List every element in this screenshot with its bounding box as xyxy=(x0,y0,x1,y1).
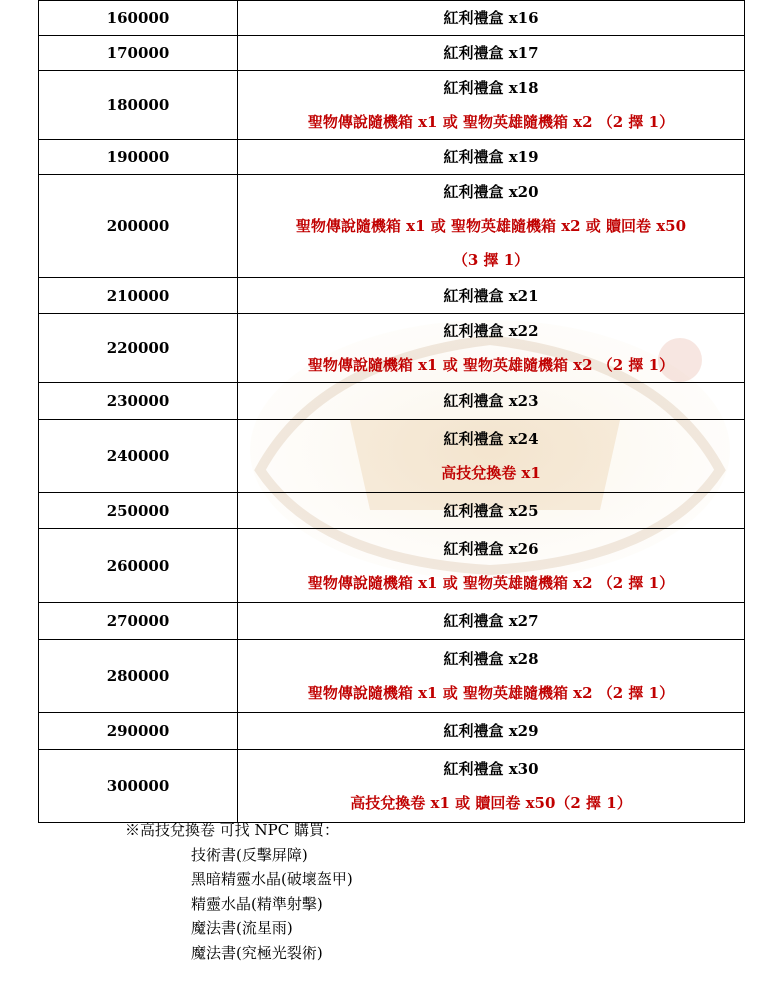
gift-box-line: 紅利禮盒 x19 xyxy=(443,148,539,166)
gift-box-line: 紅利禮盒 x21 xyxy=(443,286,539,305)
note-item: 魔法書(究極光裂術) xyxy=(191,943,323,962)
points-cell: 180000 xyxy=(39,71,238,140)
table-row xyxy=(39,713,745,750)
gift-box-line: 紅利禮盒 x23 xyxy=(443,392,539,410)
gift-box-line: 紅利禮盒 x20 xyxy=(443,183,539,201)
points-cell: 270000 xyxy=(39,603,238,640)
bonus-reward-line: 聖物傳說隨機箱 x1 或 聖物英雄隨機箱 x2 （2 擇 1） xyxy=(307,573,675,592)
bonus-reward-line: 聖物傳說隨機箱 x1 或 聖物英雄隨機箱 x2 或 贖回卷 x50 xyxy=(295,217,687,235)
notes-heading: ※高技兌換卷 可找 NPC 購買： xyxy=(125,821,340,839)
reward-cell xyxy=(238,529,745,603)
reward-cell xyxy=(238,383,745,420)
bonus-reward-line: 高技兌換卷 x1 xyxy=(441,464,541,482)
table-row xyxy=(39,278,745,314)
table-row xyxy=(39,750,745,823)
gift-box-line: 紅利禮盒 x22 xyxy=(443,322,539,340)
note-item: 黑暗精靈水晶(破壞盔甲) xyxy=(191,870,353,888)
table-row xyxy=(39,140,745,175)
points-cell: 200000 xyxy=(39,175,238,278)
points-cell: 160000 xyxy=(39,1,238,36)
table-row xyxy=(39,420,745,493)
reward-cell xyxy=(238,713,745,750)
gift-box-line: 紅利禮盒 x24 xyxy=(443,430,539,448)
reward-cell xyxy=(238,640,745,713)
gift-box-line: 紅利禮盒 x27 xyxy=(443,612,539,630)
points-cell: 220000 xyxy=(39,314,238,383)
reward-table xyxy=(38,0,745,823)
note-item: 魔法書(流星雨) xyxy=(191,919,293,937)
points-cell: 250000 xyxy=(39,493,238,529)
points-cell: 210000 xyxy=(39,278,238,314)
bonus-reward-line: （3 擇 1） xyxy=(452,251,530,269)
reward-cell xyxy=(238,1,745,36)
table-row xyxy=(39,71,745,140)
reward-cell xyxy=(238,493,745,529)
table-row xyxy=(39,603,745,640)
reward-cell xyxy=(238,140,745,175)
reward-cell xyxy=(238,314,745,383)
gift-box-line: 紅利禮盒 x28 xyxy=(443,650,539,668)
bonus-reward-line: 聖物傳說隨機箱 x1 或 聖物英雄隨機箱 x2 （2 擇 1） xyxy=(307,684,675,702)
gift-box-line: 紅利禮盒 x17 xyxy=(443,44,539,62)
reward-cell xyxy=(238,71,745,140)
points-cell: 170000 xyxy=(39,36,238,71)
points-cell: 300000 xyxy=(39,750,238,823)
table-row xyxy=(39,640,745,713)
gift-box-line: 紅利禮盒 x18 xyxy=(443,79,539,97)
reward-cell xyxy=(238,278,745,314)
exchange-notes xyxy=(125,818,353,965)
bonus-reward-line: 高技兌換卷 x1 或 贖回卷 x50（2 擇 1） xyxy=(350,794,632,812)
table-row xyxy=(39,383,745,420)
gift-box-line: 紅利禮盒 x26 xyxy=(443,539,539,558)
table-row xyxy=(39,36,745,71)
table-row xyxy=(39,493,745,529)
gift-box-line: 紅利禮盒 x30 xyxy=(443,760,539,778)
points-cell: 280000 xyxy=(39,640,238,713)
gift-box-line: 紅利禮盒 x25 xyxy=(443,501,539,520)
note-item: 技術書(反擊屏障) xyxy=(191,845,308,864)
reward-cell xyxy=(238,603,745,640)
bonus-reward-line: 聖物傳說隨機箱 x1 或 聖物英雄隨機箱 x2 （2 擇 1） xyxy=(307,113,675,131)
reward-cell xyxy=(238,36,745,71)
note-item: 精靈水晶(精準射擊) xyxy=(191,894,323,913)
points-cell: 240000 xyxy=(39,420,238,493)
points-cell: 230000 xyxy=(39,383,238,420)
gift-box-line: 紅利禮盒 x29 xyxy=(443,722,539,740)
gift-box-line: 紅利禮盒 x16 xyxy=(443,9,539,27)
reward-cell xyxy=(238,175,745,278)
reward-cell xyxy=(238,750,745,823)
table-row xyxy=(39,1,745,36)
points-cell: 260000 xyxy=(39,529,238,603)
points-cell: 290000 xyxy=(39,713,238,750)
points-cell: 190000 xyxy=(39,140,238,175)
table-row xyxy=(39,314,745,383)
bonus-reward-line: 聖物傳說隨機箱 x1 或 聖物英雄隨機箱 x2 （2 擇 1） xyxy=(307,356,675,374)
reward-cell xyxy=(238,420,745,493)
table-row xyxy=(39,529,745,603)
table-row xyxy=(39,175,745,278)
